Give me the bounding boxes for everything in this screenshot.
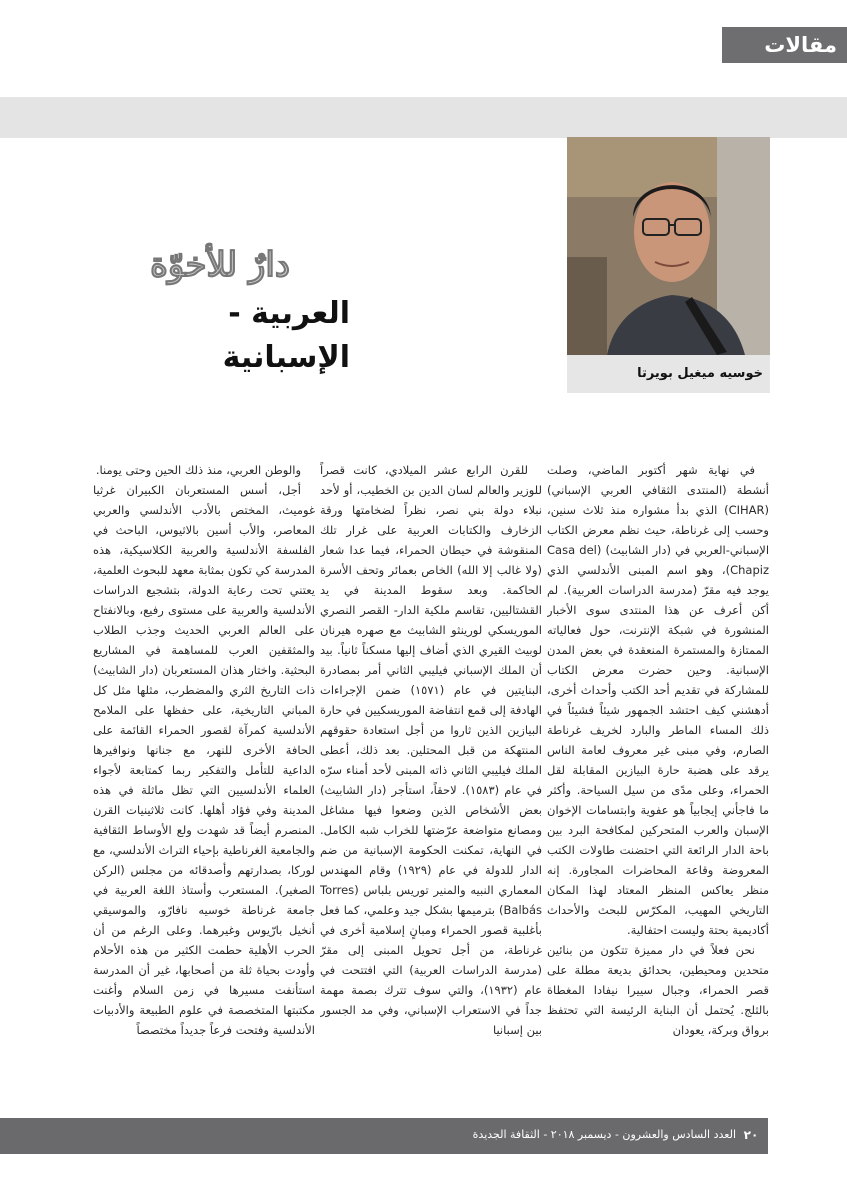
author-photo [567,137,770,355]
paragraph: في نهاية شهر أكتوبر الماضي، وصلت أنشطة (المنتدى الثقافي العربي الإسباني) (CIHAR) الذي بدأ مشواره منذ ثلاث سنين، وحسب إلى غرناطة، حيث نظم معرض الكتاب الإسباني-العربي في (دار الشابيث) (Casa del Chapiz)، وهو اسم المبنى الأندلسي الذي يوجد فيه مقرّ (مدرسة الدراسات العربية). لم أكن أعرف عن هذا المنتدى سوى الأخبار المنشورة في شبكة الإنترنت، حول فعالياته الممتازة والمستمرة المنعقدة في بعض المدن الإسبانية. وحين حضرت معرض الكتاب للمشاركة في تقديم أحد الكتب وأحداث أخرى، أدهشني كيف احتشد الجمهور شيئاً فشيئاً في ذلك المساء الماطر والبارد لخريف غرناطة الصارم، وفي مبنى غير معروف لعامة الناس يرقد على هضبة حارة البيازين المقابلة لقل الحمراء، وعلى مدًى من سيل السياحة. وأكثر ما فاجأني إيجابياً هو عفوية وابتسامات الإخوان الإسبان والعرب المتحركين لمكافحة البرد بين باحة الدار الرائعة التي احتضنت طاولات الكتب المعروضة وقاعة المحاضرات المجاورة. إنه منظر يعاكس المنظر المعتاد لهذا المكان التاريخي المهيب، المكرّس للبحث والأحداث أكاديمية بحتة وليست احتفالية. [547,463,769,937]
header-band [0,97,847,138]
paragraph: أجل، أسس المستعربان الكبيران غرثيا غوميث، المختص بالأدب الأندلسي والعربي المعاصر، والأب أسين بالاثيوس، الباحث في الفلسفة الأندلسية والعربية الكلاسيكية، هذه المدرسة كي تكون بمثابة معهد للبحوث العلمية، يعتني تحت رعاية الدولة، بتشجيع الدراسات الأندلسية والعربية على مستوى رفيع، وبالانفتاح على العالم العربي الحديث وجذب الطلاب والمثقفين العرب للمساهمة في المشاريع البحثية. واختار هذان المستعربان (دار الشابيث) ذات التاريخ الثري والمضطرب، مثلها مثل كل المباني التاريخية، على حفظها على الملامح الأندلسية كمرآة لقصور الحمراء القائمة على الحافة الأخرى للنهر، مع جنانها ونوافيرها الداعية للتأمل والتفكير ربما كمتابعة لأجواء العلماء الأندلسيين التي تظل ماثلة في هذه المدينة وفي فؤاد أهلها. كانت ثلاثينيات القرن المنصرم أيضاً قد شهدت ولع الأوساط الثقافية والجامعية الغرناطية بإحياء التراث الأندلسي، مع لوركا، بصدارتهم وأصدقائه من مجلس (الركن الصغير). المستعرب وأستاذ اللغة العربية في جامعة غرناطة خوسيه نافارّو، والموسيقي أنخيل بارّيوس وغيرهما. وعلى الرغم من أن الحرب الأهلية حطمت الكثير من هذه الأحلام وأودت بحياة ثلة من أصحابها، غير أن المدرسة استأنفت مسيرها في زمن السلام وأغنت مكتبتها المتخصصة في علوم الطبيعة والأدبيات الأندلسية وفتحت فرعاً جديداً مختصصاً [93,483,315,1037]
paragraph: للقرن الرابع عشر الميلادي، كانت قصراً للوزير والعالم لسان الدين بن الخطيب، أو لأحد نبلاء دولة بني نصر، نظراً لضخامتها ورقة الزخارف والكتابات العربية على غرار تلك المنقوشة في حيطان الحمراء، فيما عدا شعار (ولا غالب إلا الله) الخاص بعمائر وتحف الأسرة الحاكمة. وبعد سقوط المدينة في يد القشتاليين، تقاسم ملكية الدار- القصر النصري الموريسكي لورينثو الشابيث مع صهره هيرنان لوبيث القيري الذي أضاف إليها مسكناً ثانياً. بيد أن الملك الإسباني فيليبي الثاني أمر بمصادرة البنايتين في عام (١٥٧١) ضمن الإجراءات الهادفة إلى قمع انتفاضة الموريسكيين في حارة البيازين الذين ثاروا من أجل استعادة حقوقهم المنتهكة من قبل المحتلين. بعد ذلك، أعطى الملك فيليبي الثاني ذاته المبنى لأحد أمناء سرّه في عام (١٥٨٣). لاحقاً، استأجر (دار الشابيث) بعض الأشخاص الذين وضعوا فيها مشاغل ومصانع متواضعة عرّضتها للخراب شبه الكامل. في النهاية، تمكنت الحكومة الإسبانية من ضم الدار للدولة في عام (١٩٢٩) وقام المهندس المعماري النبيه والمنير توريس بلباس (Torres Balbás) بترميمها بشكل جيد وعلمي، كما فعل بأغلبية قصور الحمراء ومبانٍ إسلامية أخرى في غرناطة، من أجل تحويل المبنى إلى مقرّ (مدرسة الدراسات العربية) التي افتتحت في عام (١٩٣٢)، والتي سوف تترك بصمة مهمة جداً في الاستعراب الإسباني، وفي مد الجسور بين إسبانيا [320,463,542,1037]
text-column-left [93,460,315,1108]
section-label: مقالات [764,33,837,57]
paragraph: والوطن العربي، منذ ذلك الحين وحتى يومنا. [95,463,301,477]
paragraph: نحن فعلاً في دار مميزة تتكون من بنائين متحدين ومحيطين، بحدائق بديعة مطلة على قصر الحمراء، وجبال سييرا نيفادا المغطاة بالثلج. يُحتمل أن البناية الرئيسة التي تحتفظ برواق وبركة، يعودان [547,943,769,1037]
article-title-line2: العربية - الإسبانية [222,296,350,375]
footer-issue-text: العدد السادس والعشرون - ديسمبر ٢٠١٨ - الثقافة الجديدة [472,1128,736,1141]
text-column-middle [320,460,542,1108]
author-photo-frame [567,137,770,393]
article-title-line1: دارٌ للأخوّة [150,245,290,285]
text-column-right [547,460,769,1108]
author-caption: خوسيه ميغيل بويرتا [637,366,763,381]
page-number: ٢٠ [743,1128,759,1142]
